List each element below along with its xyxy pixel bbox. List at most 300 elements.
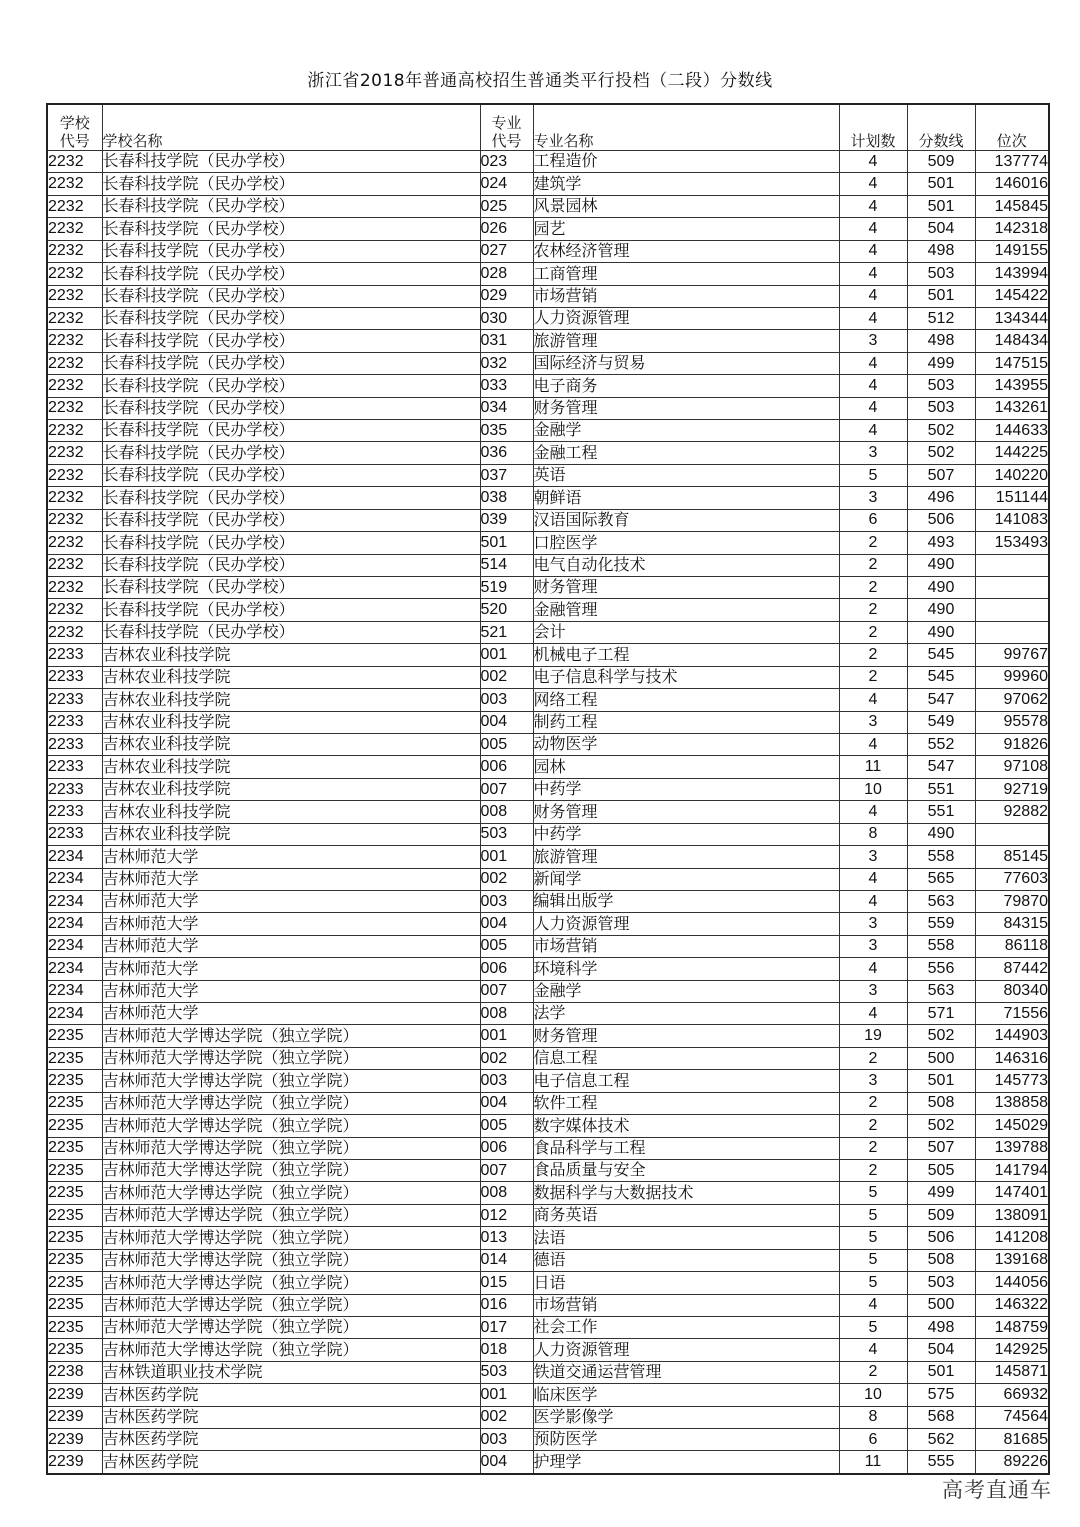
rank-cell: 92882	[975, 801, 1049, 823]
major-code-cell: 007	[480, 778, 533, 800]
school-name-cell: 长春科技学院（民办学校）	[102, 577, 480, 599]
school-code-cell: 2232	[47, 442, 102, 464]
school-code-cell: 2232	[47, 195, 102, 217]
school-name-cell: 吉林师范大学	[102, 846, 480, 868]
school-code-cell: 2234	[47, 1003, 102, 1025]
header-rank: 位次	[975, 104, 1049, 151]
table-row	[47, 1047, 1049, 1069]
major-code-cell: 007	[480, 1159, 533, 1181]
score-cell: 547	[907, 756, 975, 778]
score-cell: 563	[907, 890, 975, 912]
major-code-cell: 004	[480, 1092, 533, 1114]
plan-cell: 3	[839, 980, 907, 1002]
table-row	[47, 442, 1049, 464]
major-name-cell: 新闻学	[533, 868, 839, 890]
table-row	[47, 420, 1049, 442]
score-cell: 545	[907, 666, 975, 688]
plan-cell: 4	[839, 218, 907, 240]
rank-cell: 74564	[975, 1406, 1049, 1428]
school-code-cell: 2232	[47, 263, 102, 285]
plan-cell: 4	[839, 263, 907, 285]
plan-cell: 4	[839, 689, 907, 711]
table-row	[47, 487, 1049, 509]
school-name-cell: 长春科技学院（民办学校）	[102, 330, 480, 352]
rank-cell: 146322	[975, 1294, 1049, 1316]
plan-cell: 2	[839, 577, 907, 599]
school-name-cell: 长春科技学院（民办学校）	[102, 397, 480, 419]
major-name-cell: 网络工程	[533, 689, 839, 711]
score-cell: 496	[907, 487, 975, 509]
major-name-cell: 护理学	[533, 1451, 839, 1474]
school-code-cell: 2235	[47, 1025, 102, 1047]
major-name-cell: 财务管理	[533, 1025, 839, 1047]
rank-cell: 141083	[975, 509, 1049, 531]
rank-cell: 146316	[975, 1047, 1049, 1069]
major-code-cell: 002	[480, 868, 533, 890]
school-code-cell: 2235	[47, 1182, 102, 1204]
school-code-cell: 2235	[47, 1137, 102, 1159]
table-row	[47, 1361, 1049, 1383]
major-name-cell: 电子信息工程	[533, 1070, 839, 1092]
major-name-cell: 旅游管理	[533, 846, 839, 868]
major-code-cell: 001	[480, 846, 533, 868]
plan-cell: 2	[839, 599, 907, 621]
major-name-cell: 金融学	[533, 420, 839, 442]
major-code-cell: 519	[480, 577, 533, 599]
table-row	[47, 1384, 1049, 1406]
major-code-cell: 003	[480, 689, 533, 711]
rank-cell: 138858	[975, 1092, 1049, 1114]
major-name-cell: 工程造价	[533, 151, 839, 173]
school-name-cell: 长春科技学院（民办学校）	[102, 420, 480, 442]
score-cell: 508	[907, 1092, 975, 1114]
table-row	[47, 218, 1049, 240]
major-name-cell: 风景园林	[533, 195, 839, 217]
school-code-cell: 2235	[47, 1316, 102, 1338]
school-code-cell: 2232	[47, 464, 102, 486]
major-code-cell: 035	[480, 420, 533, 442]
school-name-cell: 长春科技学院（民办学校）	[102, 352, 480, 374]
plan-cell: 5	[839, 464, 907, 486]
rank-cell: 145422	[975, 285, 1049, 307]
major-code-cell: 004	[480, 711, 533, 733]
table-row	[47, 1182, 1049, 1204]
major-name-cell: 社会工作	[533, 1316, 839, 1338]
major-code-cell: 023	[480, 151, 533, 173]
school-name-cell: 长春科技学院（民办学校）	[102, 554, 480, 576]
major-code-cell: 031	[480, 330, 533, 352]
school-name-cell: 长春科技学院（民办学校）	[102, 218, 480, 240]
table-row	[47, 980, 1049, 1002]
score-cell: 563	[907, 980, 975, 1002]
table-row	[47, 711, 1049, 733]
major-code-cell: 002	[480, 1047, 533, 1069]
plan-cell: 5	[839, 1316, 907, 1338]
rank-cell: 151144	[975, 487, 1049, 509]
school-code-cell: 2239	[47, 1406, 102, 1428]
major-code-cell: 521	[480, 621, 533, 643]
plan-cell: 6	[839, 1429, 907, 1451]
school-name-cell: 吉林师范大学	[102, 868, 480, 890]
plan-cell: 4	[839, 733, 907, 755]
rank-cell: 142318	[975, 218, 1049, 240]
table-row	[47, 1204, 1049, 1226]
plan-cell: 2	[839, 1159, 907, 1181]
table-row	[47, 599, 1049, 621]
school-code-cell: 2235	[47, 1047, 102, 1069]
plan-cell: 3	[839, 330, 907, 352]
score-cell: 490	[907, 823, 975, 845]
plan-cell: 4	[839, 195, 907, 217]
school-name-cell: 长春科技学院（民办学校）	[102, 442, 480, 464]
school-code-cell: 2234	[47, 890, 102, 912]
plan-cell: 3	[839, 487, 907, 509]
school-name-cell: 吉林师范大学博达学院（独立学院）	[102, 1227, 480, 1249]
score-cell: 490	[907, 621, 975, 643]
table-row	[47, 375, 1049, 397]
rank-cell: 148759	[975, 1316, 1049, 1338]
plan-cell: 10	[839, 778, 907, 800]
plan-cell: 4	[839, 420, 907, 442]
table-row	[47, 1025, 1049, 1047]
school-name-cell: 吉林师范大学博达学院（独立学院）	[102, 1316, 480, 1338]
table-row	[47, 666, 1049, 688]
score-cell: 499	[907, 352, 975, 374]
rank-cell	[975, 599, 1049, 621]
rank-cell: 91826	[975, 733, 1049, 755]
major-code-cell: 029	[480, 285, 533, 307]
school-name-cell: 吉林师范大学博达学院（独立学院）	[102, 1092, 480, 1114]
table-row	[47, 1406, 1049, 1428]
rank-cell: 134344	[975, 307, 1049, 329]
major-name-cell: 财务管理	[533, 577, 839, 599]
school-code-cell: 2234	[47, 980, 102, 1002]
school-code-cell: 2233	[47, 733, 102, 755]
score-cell: 505	[907, 1159, 975, 1181]
major-code-cell: 013	[480, 1227, 533, 1249]
major-name-cell: 财务管理	[533, 801, 839, 823]
school-name-cell: 吉林农业科技学院	[102, 823, 480, 845]
major-name-cell: 旅游管理	[533, 330, 839, 352]
table-row	[47, 397, 1049, 419]
score-cell: 558	[907, 935, 975, 957]
rank-cell: 95578	[975, 711, 1049, 733]
school-name-cell: 吉林医药学院	[102, 1406, 480, 1428]
plan-cell: 11	[839, 1451, 907, 1474]
plan-cell: 4	[839, 801, 907, 823]
rank-cell	[975, 577, 1049, 599]
major-name-cell: 中药学	[533, 823, 839, 845]
header-major-code-line2: 代号	[491, 132, 522, 150]
school-code-cell: 2233	[47, 689, 102, 711]
plan-cell: 2	[839, 644, 907, 666]
major-name-cell: 铁道交通运营管理	[533, 1361, 839, 1383]
major-name-cell: 电子信息科学与技术	[533, 666, 839, 688]
major-name-cell: 中药学	[533, 778, 839, 800]
table-row	[47, 689, 1049, 711]
school-code-cell: 2235	[47, 1070, 102, 1092]
table-row	[47, 1249, 1049, 1271]
major-name-cell: 食品质量与安全	[533, 1159, 839, 1181]
rank-cell: 84315	[975, 913, 1049, 935]
table-row	[47, 958, 1049, 980]
major-code-cell: 038	[480, 487, 533, 509]
table-row	[47, 868, 1049, 890]
plan-cell: 3	[839, 1070, 907, 1092]
school-code-cell: 2234	[47, 958, 102, 980]
major-name-cell: 市场营销	[533, 285, 839, 307]
major-code-cell: 028	[480, 263, 533, 285]
school-name-cell: 吉林师范大学博达学院（独立学院）	[102, 1294, 480, 1316]
school-name-cell: 吉林师范大学博达学院（独立学院）	[102, 1204, 480, 1226]
school-code-cell: 2239	[47, 1451, 102, 1474]
school-name-cell: 长春科技学院（民办学校）	[102, 307, 480, 329]
school-name-cell: 长春科技学院（民办学校）	[102, 599, 480, 621]
table-row	[47, 1070, 1049, 1092]
plan-cell: 4	[839, 352, 907, 374]
major-name-cell: 机械电子工程	[533, 644, 839, 666]
score-cell: 575	[907, 1384, 975, 1406]
major-code-cell: 005	[480, 1115, 533, 1137]
rank-cell: 139168	[975, 1249, 1049, 1271]
plan-cell: 2	[839, 532, 907, 554]
major-name-cell: 数字媒体技术	[533, 1115, 839, 1137]
score-cell: 498	[907, 1316, 975, 1338]
major-name-cell: 人力资源管理	[533, 913, 839, 935]
rank-cell: 81685	[975, 1429, 1049, 1451]
major-name-cell: 工商管理	[533, 263, 839, 285]
score-cell: 552	[907, 733, 975, 755]
score-cell: 509	[907, 151, 975, 173]
major-code-cell: 005	[480, 733, 533, 755]
plan-cell: 4	[839, 173, 907, 195]
rank-cell: 149155	[975, 240, 1049, 262]
major-code-cell: 018	[480, 1339, 533, 1361]
major-name-cell: 会计	[533, 621, 839, 643]
rank-cell: 146016	[975, 173, 1049, 195]
major-name-cell: 预防医学	[533, 1429, 839, 1451]
school-code-cell: 2239	[47, 1429, 102, 1451]
score-cell: 501	[907, 285, 975, 307]
table-row	[47, 509, 1049, 531]
rank-cell: 144225	[975, 442, 1049, 464]
rank-cell: 144903	[975, 1025, 1049, 1047]
header-major-name: 专业名称	[533, 104, 839, 151]
rank-cell: 99960	[975, 666, 1049, 688]
school-name-cell: 吉林师范大学	[102, 935, 480, 957]
plan-cell: 2	[839, 666, 907, 688]
score-cell: 504	[907, 218, 975, 240]
table-row	[47, 801, 1049, 823]
plan-cell: 4	[839, 240, 907, 262]
table-row	[47, 1294, 1049, 1316]
plan-cell: 2	[839, 1047, 907, 1069]
table-row	[47, 823, 1049, 845]
score-cell: 551	[907, 801, 975, 823]
major-code-cell: 008	[480, 1182, 533, 1204]
score-cell: 501	[907, 1361, 975, 1383]
score-table	[46, 103, 1050, 1475]
rank-cell: 141794	[975, 1159, 1049, 1181]
plan-cell: 4	[839, 151, 907, 173]
score-cell: 508	[907, 1249, 975, 1271]
table-row	[47, 1137, 1049, 1159]
major-code-cell: 003	[480, 890, 533, 912]
score-cell: 501	[907, 1070, 975, 1092]
score-cell: 507	[907, 1137, 975, 1159]
rank-cell: 143994	[975, 263, 1049, 285]
school-name-cell: 长春科技学院（民办学校）	[102, 509, 480, 531]
school-code-cell: 2234	[47, 868, 102, 890]
major-code-cell: 001	[480, 1025, 533, 1047]
major-name-cell: 临床医学	[533, 1384, 839, 1406]
school-code-cell: 2232	[47, 240, 102, 262]
table-row	[47, 263, 1049, 285]
major-name-cell: 英语	[533, 464, 839, 486]
school-name-cell: 吉林农业科技学院	[102, 733, 480, 755]
rank-cell: 92719	[975, 778, 1049, 800]
plan-cell: 4	[839, 868, 907, 890]
score-cell: 545	[907, 644, 975, 666]
school-code-cell: 2235	[47, 1294, 102, 1316]
major-code-cell: 026	[480, 218, 533, 240]
score-cell: 490	[907, 554, 975, 576]
major-code-cell: 008	[480, 801, 533, 823]
score-cell: 504	[907, 1339, 975, 1361]
table-row	[47, 554, 1049, 576]
score-cell: 498	[907, 330, 975, 352]
header-school-code-line2: 代号	[59, 132, 90, 150]
school-code-cell: 2232	[47, 621, 102, 643]
plan-cell: 4	[839, 375, 907, 397]
major-name-cell: 国际经济与贸易	[533, 352, 839, 374]
table-row	[47, 240, 1049, 262]
score-cell: 501	[907, 173, 975, 195]
major-code-cell: 034	[480, 397, 533, 419]
plan-cell: 3	[839, 442, 907, 464]
school-name-cell: 吉林师范大学	[102, 1003, 480, 1025]
rank-cell	[975, 823, 1049, 845]
major-name-cell: 制药工程	[533, 711, 839, 733]
major-code-cell: 003	[480, 1070, 533, 1092]
score-cell: 547	[907, 689, 975, 711]
plan-cell: 2	[839, 1137, 907, 1159]
rank-cell: 148434	[975, 330, 1049, 352]
score-cell: 565	[907, 868, 975, 890]
school-name-cell: 吉林农业科技学院	[102, 666, 480, 688]
table-row	[47, 173, 1049, 195]
school-code-cell: 2232	[47, 218, 102, 240]
table-row	[47, 352, 1049, 374]
major-name-cell: 园艺	[533, 218, 839, 240]
rank-cell: 99767	[975, 644, 1049, 666]
major-code-cell: 032	[480, 352, 533, 374]
table-row	[47, 464, 1049, 486]
major-name-cell: 软件工程	[533, 1092, 839, 1114]
table-row	[47, 1159, 1049, 1181]
plan-cell: 10	[839, 1384, 907, 1406]
header-major-code-line1: 专业	[491, 114, 522, 132]
major-code-cell: 520	[480, 599, 533, 621]
school-code-cell: 2233	[47, 823, 102, 845]
score-cell: 498	[907, 240, 975, 262]
major-code-cell: 033	[480, 375, 533, 397]
school-name-cell: 吉林农业科技学院	[102, 778, 480, 800]
score-cell: 503	[907, 397, 975, 419]
score-cell: 556	[907, 958, 975, 980]
plan-cell: 2	[839, 1092, 907, 1114]
plan-cell: 5	[839, 1249, 907, 1271]
table-row	[47, 307, 1049, 329]
major-code-cell: 036	[480, 442, 533, 464]
school-name-cell: 吉林师范大学博达学院（独立学院）	[102, 1047, 480, 1069]
rank-cell: 142925	[975, 1339, 1049, 1361]
table-row	[47, 1451, 1049, 1474]
school-code-cell: 2233	[47, 644, 102, 666]
score-cell: 502	[907, 1025, 975, 1047]
score-cell: 559	[907, 913, 975, 935]
rank-cell: 145773	[975, 1070, 1049, 1092]
rank-cell: 145845	[975, 195, 1049, 217]
plan-cell: 3	[839, 846, 907, 868]
school-name-cell: 吉林师范大学博达学院（独立学院）	[102, 1159, 480, 1181]
school-name-cell: 长春科技学院（民办学校）	[102, 285, 480, 307]
school-name-cell: 吉林师范大学博达学院（独立学院）	[102, 1272, 480, 1294]
table-row	[47, 621, 1049, 643]
plan-cell: 4	[839, 307, 907, 329]
school-name-cell: 长春科技学院（民办学校）	[102, 532, 480, 554]
school-code-cell: 2232	[47, 509, 102, 531]
school-name-cell: 吉林师范大学博达学院（独立学院）	[102, 1115, 480, 1137]
school-name-cell: 吉林师范大学	[102, 913, 480, 935]
major-code-cell: 005	[480, 935, 533, 957]
major-code-cell: 017	[480, 1316, 533, 1338]
major-code-cell: 001	[480, 1384, 533, 1406]
school-code-cell: 2232	[47, 307, 102, 329]
rank-cell: 97108	[975, 756, 1049, 778]
plan-cell: 4	[839, 285, 907, 307]
table-row	[47, 733, 1049, 755]
rank-cell: 153493	[975, 532, 1049, 554]
score-cell: 502	[907, 1115, 975, 1137]
school-code-cell: 2233	[47, 801, 102, 823]
school-code-cell: 2235	[47, 1339, 102, 1361]
rank-cell	[975, 621, 1049, 643]
major-name-cell: 商务英语	[533, 1204, 839, 1226]
major-name-cell: 朝鲜语	[533, 487, 839, 509]
plan-cell: 4	[839, 890, 907, 912]
major-name-cell: 食品科学与工程	[533, 1137, 839, 1159]
school-name-cell: 长春科技学院（民办学校）	[102, 151, 480, 173]
plan-cell: 8	[839, 1406, 907, 1428]
major-name-cell: 信息工程	[533, 1047, 839, 1069]
score-cell: 549	[907, 711, 975, 733]
header-school-code	[47, 104, 102, 151]
school-code-cell: 2232	[47, 173, 102, 195]
rank-cell: 147401	[975, 1182, 1049, 1204]
score-cell: 490	[907, 599, 975, 621]
table-row	[47, 1339, 1049, 1361]
rank-cell: 141208	[975, 1227, 1049, 1249]
school-code-cell: 2232	[47, 330, 102, 352]
school-name-cell: 长春科技学院（民办学校）	[102, 464, 480, 486]
rank-cell: 87442	[975, 958, 1049, 980]
table-row	[47, 151, 1049, 173]
plan-cell: 3	[839, 711, 907, 733]
plan-cell: 2	[839, 554, 907, 576]
major-code-cell: 514	[480, 554, 533, 576]
rank-cell: 143261	[975, 397, 1049, 419]
